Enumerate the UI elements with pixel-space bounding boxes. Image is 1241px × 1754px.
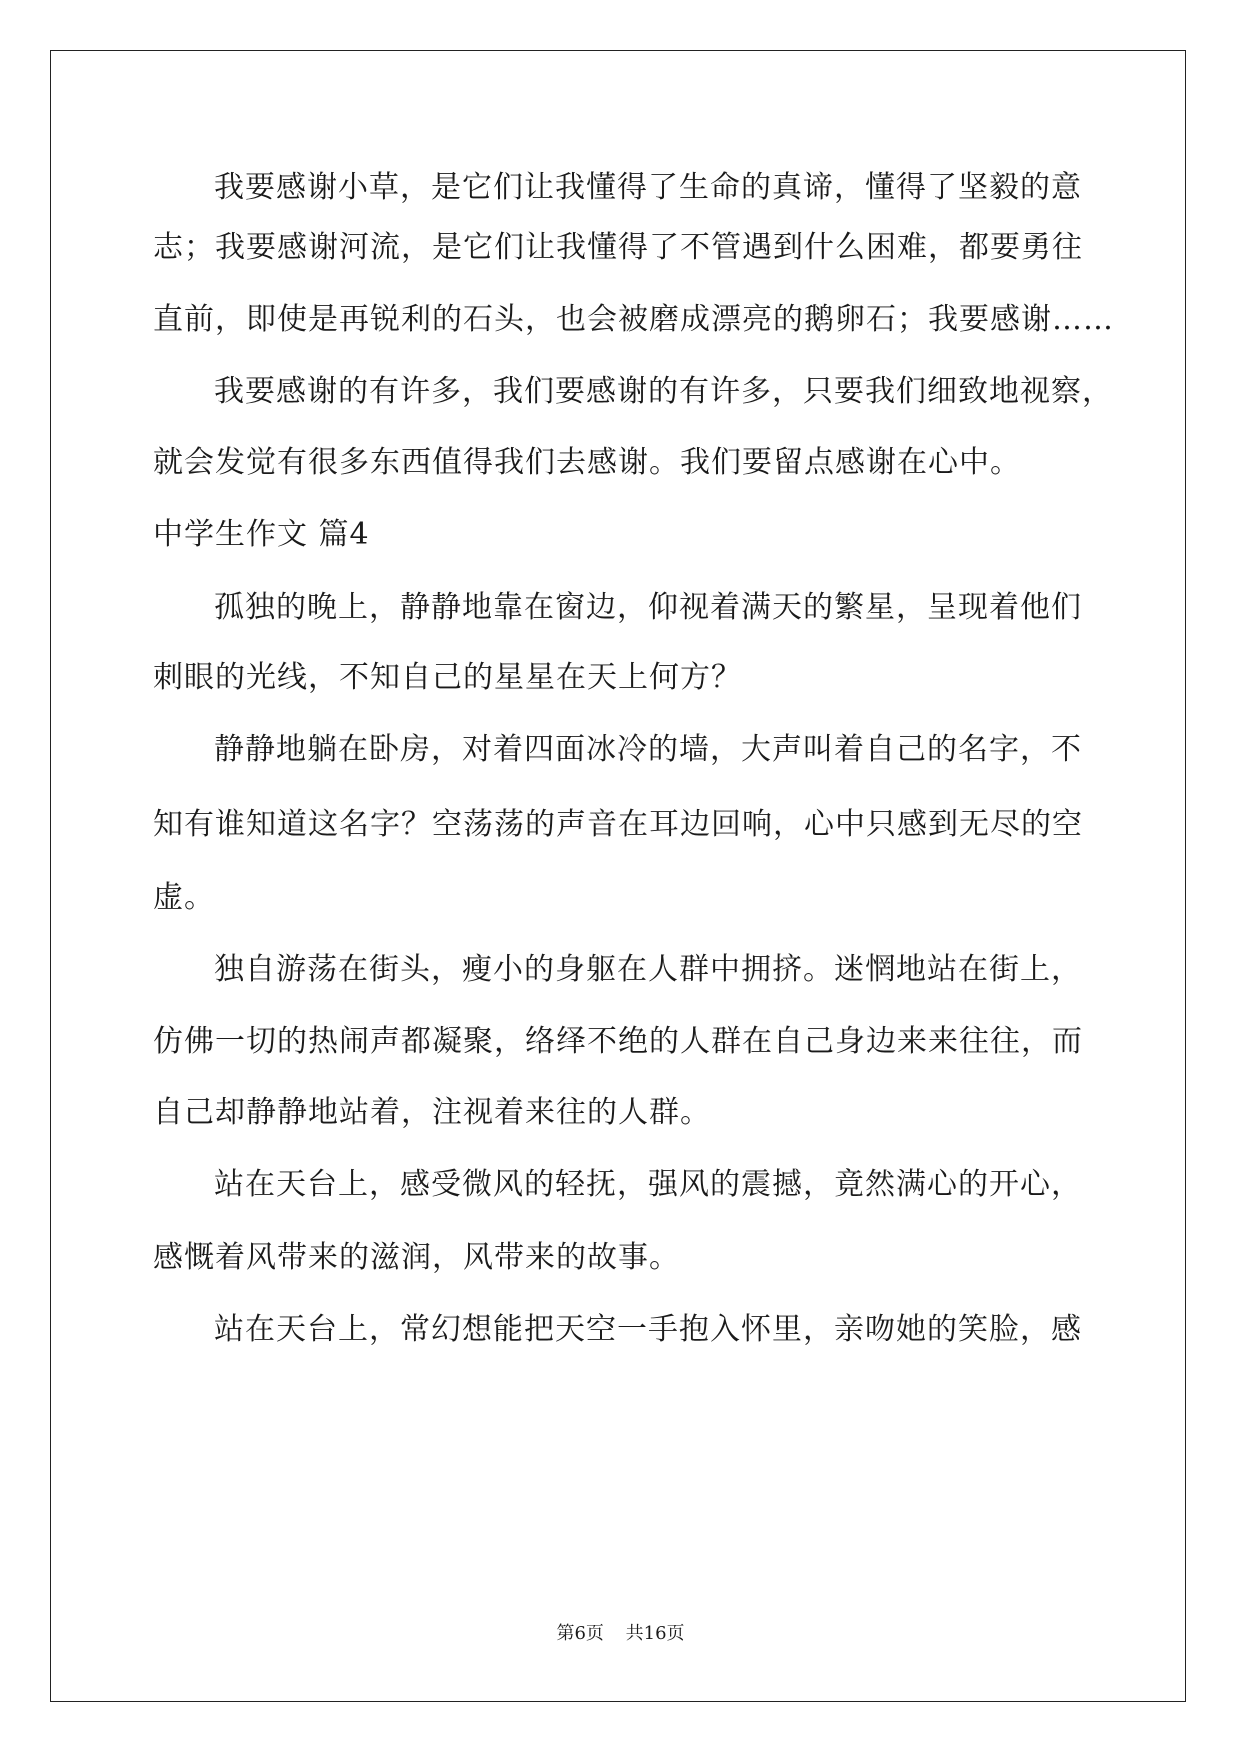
page-footer — [0, 1622, 1241, 1646]
section-heading: 中学生作文 篇4 — [153, 517, 370, 552]
text-line: 直前，即使是再锐利的石头，也会被磨成漂亮的鹅卵石；我要感谢…… — [153, 302, 1114, 337]
text-line: 志；我要感谢河流，是它们让我懂得了不管遇到什么困难，都要勇往 — [153, 230, 1083, 265]
text-line: 就会发觉有很多东西值得我们去感谢。我们要留点感谢在心中。 — [153, 445, 1021, 480]
text-line: 我要感谢小草，是它们让我懂得了生命的真谛，懂得了坚毅的意 — [214, 170, 1082, 205]
text-line: 虚。 — [153, 880, 215, 915]
text-line: 自己却静静地站着，注视着来往的人群。 — [153, 1095, 711, 1130]
page-border — [50, 50, 1186, 1702]
text-line: 刺眼的光线，不知自己的星星在天上何方？ — [153, 660, 742, 695]
text-line: 站在天台上，常幻想能把天空一手抱入怀里，亲吻她的笑脸，感 — [214, 1312, 1082, 1347]
page-total: 共16页 — [625, 1623, 685, 1644]
text-line: 知有谁知道这名字？空荡荡的声音在耳边回响，心中只感到无尽的空 — [153, 807, 1083, 842]
text-line: 我要感谢的有许多，我们要感谢的有许多，只要我们细致地视察， — [214, 374, 1113, 409]
text-line: 独自游荡在街头，瘦小的身躯在人群中拥挤。迷惘地站在街上， — [214, 952, 1082, 987]
text-line: 孤独的晚上，静静地靠在窗边，仰视着满天的繁星，呈现着他们 — [214, 590, 1082, 625]
text-line: 静静地躺在卧房，对着四面冰冷的墙，大声叫着自己的名字，不 — [214, 732, 1082, 767]
text-line: 仿佛一切的热闹声都凝聚，络绎不绝的人群在自己身边来来往往，而 — [153, 1024, 1083, 1059]
text-line: 站在天台上，感受微风的轻抚，强风的震撼，竟然满心的开心， — [214, 1167, 1082, 1202]
text-line: 感慨着风带来的滋润，风带来的故事。 — [153, 1240, 680, 1275]
page-number: 第6页 — [556, 1623, 604, 1644]
